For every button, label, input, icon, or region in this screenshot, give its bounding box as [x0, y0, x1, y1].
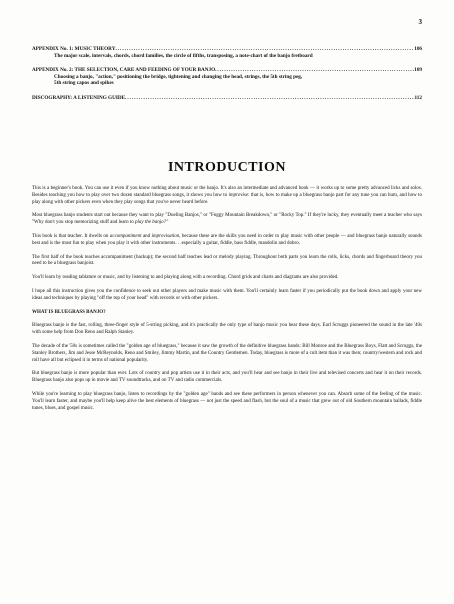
toc-page-number: 112	[414, 94, 422, 101]
paragraph: I hope all this instruction gives you the confidence to seek out other players and make music with them. You'll certainly learn faster if you periodically put the book down and apply your new ideas and techniques by playing "off the top of your head" with records or with other pickers.	[32, 288, 422, 301]
toc-line	[32, 46, 422, 53]
toc-leader-dots	[115, 46, 414, 53]
paragraph	[32, 213, 422, 227]
toc-title: APPENDIX No. 1: MUSIC THEORY	[32, 46, 116, 52]
emphasis: accompaniment	[109, 233, 142, 239]
toc-description: Choosing a banjo, "action," positioning the bridge, tightening and changing the head, strings, the 5th string peg,	[54, 73, 303, 80]
table-of-contents	[32, 46, 422, 110]
paragraph: The first half of the book teaches accompaniment (backup); the second half teaches lead or melody playing. Throughout both parts you learn the rolls, licks, chords and fingerboard theory you need to be a bluegrass banjoist.	[32, 254, 422, 267]
text-run: and	[141, 233, 152, 239]
toc-description: The major scale, intervals, chords, chord families, the circle of fifths, transposing, a note-chart of the banjo fretboard	[54, 52, 313, 59]
toc-title: DISCOGRAPHY: A LISTENING GUIDE	[32, 94, 126, 101]
toc-entry-appendix-1	[32, 46, 422, 59]
paragraph	[32, 234, 422, 248]
text-run: : that is, how to make up a bluegrass banjo part for any tune you can hum, and how to play along with other pickers even when they play songs that you've never heard before.	[32, 192, 422, 205]
toc-leader-dots	[215, 67, 414, 74]
text-run: This is a beginner's book. You can use it even if you know nothing about music or the banjo. It's also an intermediate and advanced book — it works up to some pretty advanced licks and solos. Besides teaching you how to play over two dozen standard bluegrass songs, it shows you how to	[32, 186, 422, 198]
toc-entry-discography	[32, 95, 422, 102]
paragraph: The decade of the '50s is sometimes called the "golden age of bluegrass," because it saw the growth of the definitive bluegrass bands: Bill Monroe and the Bluegrass Boys, Flatt and Scruggs, the Stanley Brothers, Jim and Jesse McReynolds, Reno and Smiley, Jimmy Martin, and the Country Gentlemen. Today, bluegrass is more of a cult item than it was then; country/western and rock and roll have all but eclipsed it in terms of national popularity.	[32, 343, 422, 363]
toc-description-continued: 5th string capos and spikes	[54, 80, 114, 87]
toc-page-number: 106	[414, 46, 422, 52]
toc-leader-dots	[125, 95, 414, 102]
text-run: Most bluegrass banjo students start out because they want to play "Dueling Banjos," or "Foggy Mountain Breakdown," or "Rocky Top." If they're lucky, they eventually meet a teacher who says "Why don't you stop memorizing stuff and learn to	[32, 213, 422, 226]
introduction-body	[32, 186, 422, 419]
paragraph: While you're learning to play bluegrass banjo, listen to recordings by the "golden age" bands and see these performers in person whenever you can. Absorb some of the feeling of the music. You'll learn faster, and maybe you'll help keep alive the best elements of bluegrass — not just the speed and flash, but the soul of a music that grew out of old Southern mountain ballads, fiddle tunes, blues, and gospel music.	[32, 391, 422, 411]
toc-title: APPENDIX No. 2: THE SELECTION, CARE AND FEEDING OF YOUR BANJO	[32, 67, 216, 74]
paragraph: You'll learn by reading tablature or music, and by listening to and playing along with a recording. Chord grids and charts and diagrams are also provided.	[32, 275, 339, 281]
emphasis: improvise	[228, 192, 249, 198]
toc-page-number: 109	[414, 67, 422, 74]
emphasis: play the banjo?"	[134, 220, 169, 226]
paragraph: Bluegrass banjo is the fast, rolling, three-finger style of 5-string picking, and it's practically the only type of banjo music you hear these days. Earl Scruggs pioneered the sound in the late '40s with some help from Don Reno and Ralph Stanley.	[32, 323, 422, 336]
section-heading: WHAT IS BLUEGRASS BANJO?	[32, 309, 106, 315]
paragraph: But bluegrass banjo is more popular than ever. Lots of country and pop artists use it in their acts, and you'll hear and see banjo in their live and televised concerts and hear it on their records. Bluegrass banjo also pops up in movie and TV soundtracks, and on TV and radio commercials.	[32, 371, 422, 384]
page-number: 3	[418, 18, 422, 26]
paragraph	[32, 186, 422, 206]
toc-line	[32, 67, 422, 74]
emphasis: improvisation	[151, 233, 180, 239]
toc-entry-appendix-2	[32, 67, 422, 87]
text-run: , because these are the skills you need in order to play music with other people — and bluegrass banjo naturally sounds best and is the most fun to play when you play it with other instruments. . .especially a guitar, fiddle, bass fiddle, mandolin and dobro.	[32, 233, 422, 246]
toc-line	[32, 95, 422, 102]
page-title: INTRODUCTION	[167, 160, 286, 175]
text-run: This book is that teacher. It dwells on	[32, 233, 110, 239]
